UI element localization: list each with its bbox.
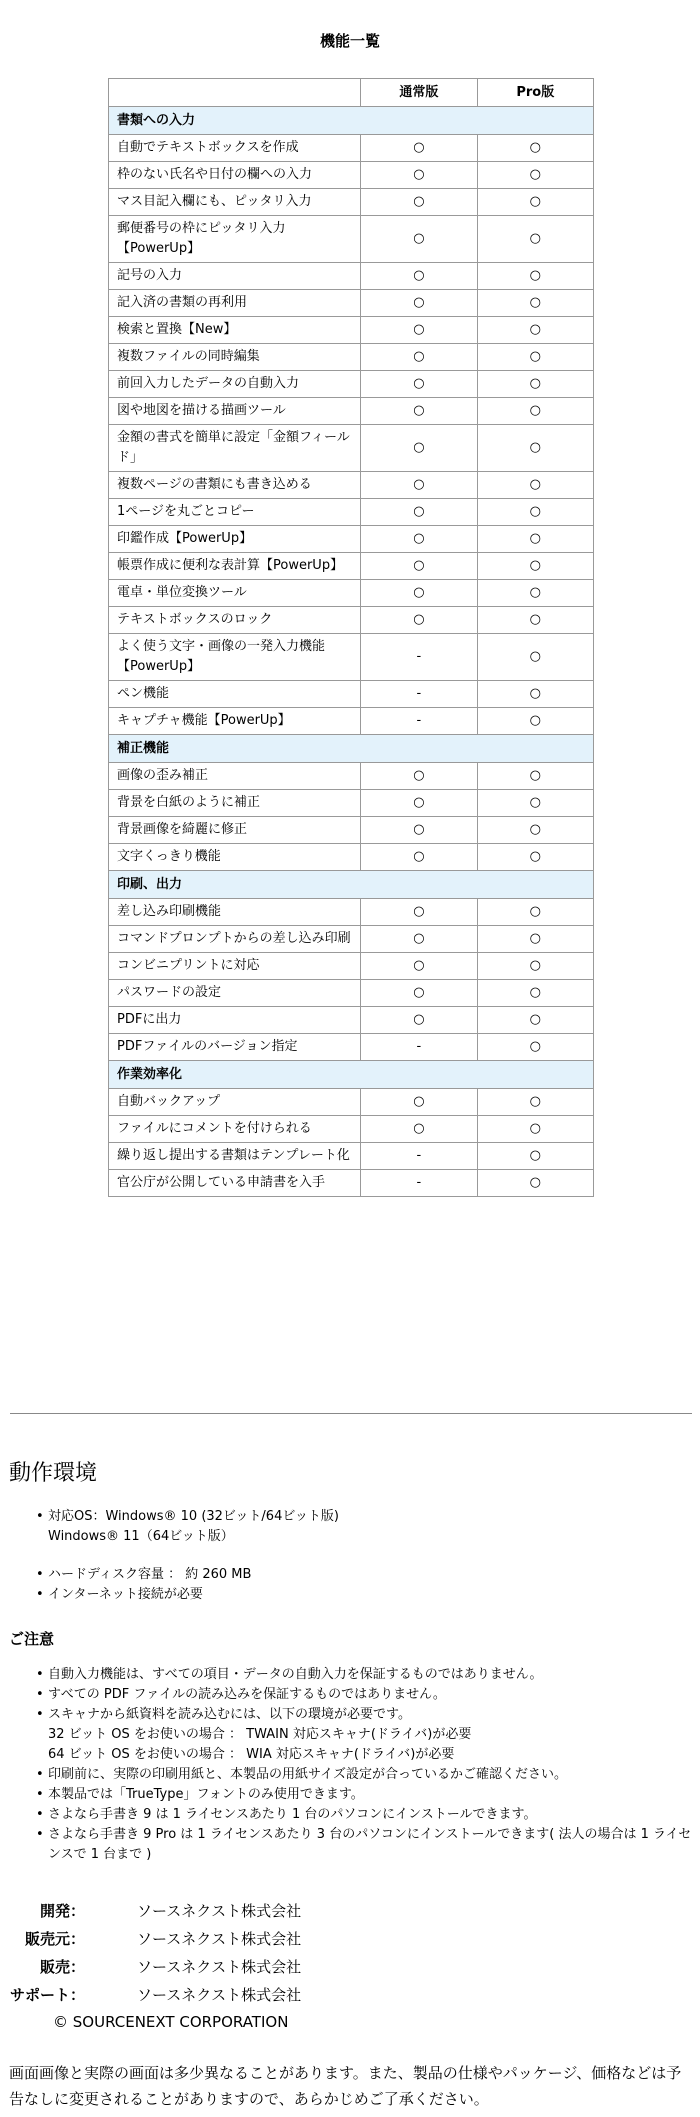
feature-name: コンビニプリントに対応 xyxy=(109,953,361,980)
section-title: 作業効率化 xyxy=(109,1061,594,1089)
table-row xyxy=(109,980,594,1007)
feature-name: ファイルにコメントを付けられる xyxy=(109,1116,361,1143)
table-row xyxy=(109,472,594,499)
list-item: • 自動入力機能は、すべての項目・データの自動入力を保証するものではありません。 xyxy=(36,1665,696,1685)
table-row xyxy=(109,1170,594,1197)
list-item: • 対応OS：Windows® 10 (32ビット/64ビット版) Windows® 11（64ビット版） xyxy=(36,1507,339,1547)
header-standard: 通常版 xyxy=(361,79,477,107)
pro-availability: ○ xyxy=(477,1170,593,1197)
table-row xyxy=(109,499,594,526)
pro-availability: ○ xyxy=(477,926,593,953)
table-row xyxy=(109,1034,594,1061)
standard-availability: - xyxy=(361,1170,477,1197)
standard-availability: ○ xyxy=(361,135,477,162)
feature-name: パスワードの設定 xyxy=(109,980,361,1007)
table-row xyxy=(109,580,594,607)
list-item: • インターネット接続が必要 xyxy=(36,1585,251,1605)
feature-name: コマンドプロンプトからの差し込み印刷 xyxy=(109,926,361,953)
pro-availability: ○ xyxy=(477,317,593,344)
pro-availability: ○ xyxy=(477,1116,593,1143)
feature-name: 繰り返し提出する書類はテンプレート化 xyxy=(109,1143,361,1170)
standard-availability: ○ xyxy=(361,189,477,216)
standard-availability: ○ xyxy=(361,1089,477,1116)
standard-availability: - xyxy=(361,681,477,708)
pro-availability: ○ xyxy=(477,844,593,871)
standard-availability: ○ xyxy=(361,553,477,580)
pro-availability: ○ xyxy=(477,1143,593,1170)
pro-availability: ○ xyxy=(477,526,593,553)
standard-availability: ○ xyxy=(361,290,477,317)
standard-availability: ○ xyxy=(361,790,477,817)
table-row xyxy=(109,371,594,398)
standard-availability: ○ xyxy=(361,344,477,371)
feature-name: 金額の書式を簡単に設定「金額フィールド」 xyxy=(109,425,361,472)
standard-availability: ○ xyxy=(361,425,477,472)
standard-availability: ○ xyxy=(361,607,477,634)
feature-name: 記号の入力 xyxy=(109,263,361,290)
feature-name: マス目記入欄にも、ピッタリ入力 xyxy=(109,189,361,216)
table-row xyxy=(109,216,594,263)
standard-availability: ○ xyxy=(361,899,477,926)
environment-heading: 動作環境 xyxy=(9,1461,98,1486)
table-row xyxy=(109,899,594,926)
table-row xyxy=(109,1007,594,1034)
feature-name: 文字くっきり機能 xyxy=(109,844,361,871)
list-item: • 印刷前に、実際の印刷用紙と、本製品の用紙サイズ設定が合っているかご確認ください。 xyxy=(36,1765,696,1785)
standard-availability: ○ xyxy=(361,398,477,425)
standard-availability: ○ xyxy=(361,371,477,398)
table-row xyxy=(109,926,594,953)
credit-label: 販売元： xyxy=(24,1930,85,1948)
pro-availability: ○ xyxy=(477,980,593,1007)
standard-availability: ○ xyxy=(361,1116,477,1143)
pro-availability: ○ xyxy=(477,681,593,708)
pro-availability: ○ xyxy=(477,790,593,817)
feature-name: 帳票作成に便利な表計算【PowerUp】 xyxy=(109,553,361,580)
table-row xyxy=(109,162,594,189)
pro-availability: ○ xyxy=(477,162,593,189)
credit-label: 開発： xyxy=(39,1902,85,1920)
feature-name: 官公庁が公開している申請書を入手 xyxy=(109,1170,361,1197)
table-row xyxy=(109,607,594,634)
pro-availability: ○ xyxy=(477,553,593,580)
feature-name: PDFに出力 xyxy=(109,1007,361,1034)
feature-name: 自動バックアップ xyxy=(109,1089,361,1116)
feature-name: 複数ページの書類にも書き込める xyxy=(109,472,361,499)
pro-availability: ○ xyxy=(477,953,593,980)
feature-name: 複数ファイルの同時編集 xyxy=(109,344,361,371)
table-row xyxy=(109,708,594,735)
feature-name: 郵便番号の枠にピッタリ入力【PowerUp】 xyxy=(109,216,361,263)
standard-availability: ○ xyxy=(361,926,477,953)
table-row xyxy=(109,553,594,580)
table-row xyxy=(109,953,594,980)
list-item: • さよなら手書き 9 は 1 ライセンスあたり 1 台のパソコンにインストールできます。 xyxy=(36,1805,696,1825)
table-row xyxy=(109,844,594,871)
standard-availability: ○ xyxy=(361,763,477,790)
pro-availability: ○ xyxy=(477,472,593,499)
section-row xyxy=(109,1061,594,1089)
table-header-row xyxy=(109,79,594,107)
standard-availability: ○ xyxy=(361,580,477,607)
feature-name: テキストボックスのロック xyxy=(109,607,361,634)
standard-availability: ○ xyxy=(361,216,477,263)
feature-name: 前回入力したデータの自動入力 xyxy=(109,371,361,398)
standard-availability: ○ xyxy=(361,263,477,290)
pro-availability: ○ xyxy=(477,763,593,790)
table-row xyxy=(109,290,594,317)
pro-availability: ○ xyxy=(477,708,593,735)
section-row xyxy=(109,871,594,899)
credit-label: サポート： xyxy=(9,1986,85,2004)
credit-value: ソースネクスト株式会社 xyxy=(137,1958,302,1976)
feature-name: 自動でテキストボックスを作成 xyxy=(109,135,361,162)
standard-availability: - xyxy=(361,708,477,735)
section-row xyxy=(109,735,594,763)
feature-name: 検索と置換【New】 xyxy=(109,317,361,344)
feature-name: 1ページを丸ごとコピー xyxy=(109,499,361,526)
pro-availability: ○ xyxy=(477,607,593,634)
table-row xyxy=(109,790,594,817)
feature-name: 画像の歪み補正 xyxy=(109,763,361,790)
credit-label: 販売： xyxy=(39,1958,85,1976)
table-row xyxy=(109,634,594,681)
pro-availability: ○ xyxy=(477,216,593,263)
pro-availability: ○ xyxy=(477,398,593,425)
standard-availability: ○ xyxy=(361,499,477,526)
feature-name: よく使う文字・画像の一発入力機能【PowerUp】 xyxy=(109,634,361,681)
table-row xyxy=(109,1143,594,1170)
credit-value: ソースネクスト株式会社 xyxy=(137,1986,302,2004)
feature-name: キャプチャ機能【PowerUp】 xyxy=(109,708,361,735)
pro-availability: ○ xyxy=(477,634,593,681)
page-title: 機能一覧 xyxy=(319,32,380,50)
standard-availability: - xyxy=(361,634,477,681)
environment-list xyxy=(36,1565,251,1605)
section-title: 補正機能 xyxy=(109,735,594,763)
header-pro: Pro版 xyxy=(477,79,593,107)
pro-availability: ○ xyxy=(477,817,593,844)
credit-value: ソースネクスト株式会社 xyxy=(137,1902,302,1920)
standard-availability: ○ xyxy=(361,1007,477,1034)
credit-value: ソースネクスト株式会社 xyxy=(137,1930,302,1948)
feature-name: 差し込み印刷機能 xyxy=(109,899,361,926)
pro-availability: ○ xyxy=(477,899,593,926)
feature-name: 印鑑作成【PowerUp】 xyxy=(109,526,361,553)
list-item: • すべての PDF ファイルの読み込みを保証するものではありません。 xyxy=(36,1685,696,1705)
notes-list xyxy=(36,1665,696,1865)
pro-availability: ○ xyxy=(477,290,593,317)
feature-name: PDFファイルのバージョン指定 xyxy=(109,1034,361,1061)
section-title: 書類への入力 xyxy=(109,107,594,135)
standard-availability: - xyxy=(361,1034,477,1061)
notes-heading: ご注意 xyxy=(9,1630,55,1648)
table-row xyxy=(109,1089,594,1116)
list-item: • さよなら手書き 9 Pro は 1 ライセンスあたり 3 台のパソコンにインストールできます( 法人の場合は 1 ライセンスで 1 台まで ) xyxy=(36,1825,696,1865)
standard-availability: ○ xyxy=(361,844,477,871)
pro-availability: ○ xyxy=(477,499,593,526)
table-row xyxy=(109,526,594,553)
section-divider xyxy=(10,1413,692,1414)
pro-availability: ○ xyxy=(477,189,593,216)
standard-availability: ○ xyxy=(361,317,477,344)
pro-availability: ○ xyxy=(477,1089,593,1116)
list-item: • スキャナから紙資料を読み込むには、以下の環境が必要です。 32 ビット OS をお使いの場合 ： TWAIN 対応スキャナ(ドライバ)が必要 64 ビット OS をお使いの場合 ： WIA 対応スキャナ(ドライバ)が必要 xyxy=(36,1705,696,1765)
standard-availability: ○ xyxy=(361,980,477,1007)
table-row xyxy=(109,817,594,844)
pro-availability: ○ xyxy=(477,135,593,162)
header-feature xyxy=(109,79,361,107)
standard-availability: - xyxy=(361,1143,477,1170)
pro-availability: ○ xyxy=(477,580,593,607)
disclaimer: 画面画像と実際の画面は多少異なることがあります。また、製品の仕様やパッケージ、価格などは予告なしに変更されることがありますので、あらかじめご了承ください。 xyxy=(9,2064,682,2108)
standard-availability: ○ xyxy=(361,472,477,499)
pro-availability: ○ xyxy=(477,263,593,290)
pro-availability: ○ xyxy=(477,1034,593,1061)
feature-table xyxy=(108,78,594,1197)
standard-availability: ○ xyxy=(361,817,477,844)
pro-availability: ○ xyxy=(477,371,593,398)
feature-name: 背景を白紙のように補正 xyxy=(109,790,361,817)
standard-availability: ○ xyxy=(361,526,477,553)
list-item: • 本製品では「TrueType」フォントのみ使用できます。 xyxy=(36,1785,696,1805)
feature-name: 図や地図を描ける描画ツール xyxy=(109,398,361,425)
feature-name: ペン機能 xyxy=(109,681,361,708)
pro-availability: ○ xyxy=(477,344,593,371)
standard-availability: ○ xyxy=(361,162,477,189)
section-title: 印刷、出力 xyxy=(109,871,594,899)
table-row xyxy=(109,263,594,290)
environment-os-list xyxy=(36,1507,339,1547)
table-row xyxy=(109,398,594,425)
table-row xyxy=(109,763,594,790)
pro-availability: ○ xyxy=(477,425,593,472)
copyright: © SOURCENEXT CORPORATION xyxy=(53,2013,289,2031)
table-row xyxy=(109,135,594,162)
table-row xyxy=(109,425,594,472)
table-row xyxy=(109,681,594,708)
table-row xyxy=(109,344,594,371)
table-row xyxy=(109,189,594,216)
feature-name: 電卓・単位変換ツール xyxy=(109,580,361,607)
pro-availability: ○ xyxy=(477,1007,593,1034)
table-row xyxy=(109,317,594,344)
list-item: • ハードディスク容量 ： 約 260 MB xyxy=(36,1565,251,1585)
feature-name: 背景画像を綺麗に修正 xyxy=(109,817,361,844)
table-row xyxy=(109,1116,594,1143)
feature-name: 枠のない氏名や日付の欄への入力 xyxy=(109,162,361,189)
feature-name: 記入済の書類の再利用 xyxy=(109,290,361,317)
section-row xyxy=(109,107,594,135)
standard-availability: ○ xyxy=(361,953,477,980)
